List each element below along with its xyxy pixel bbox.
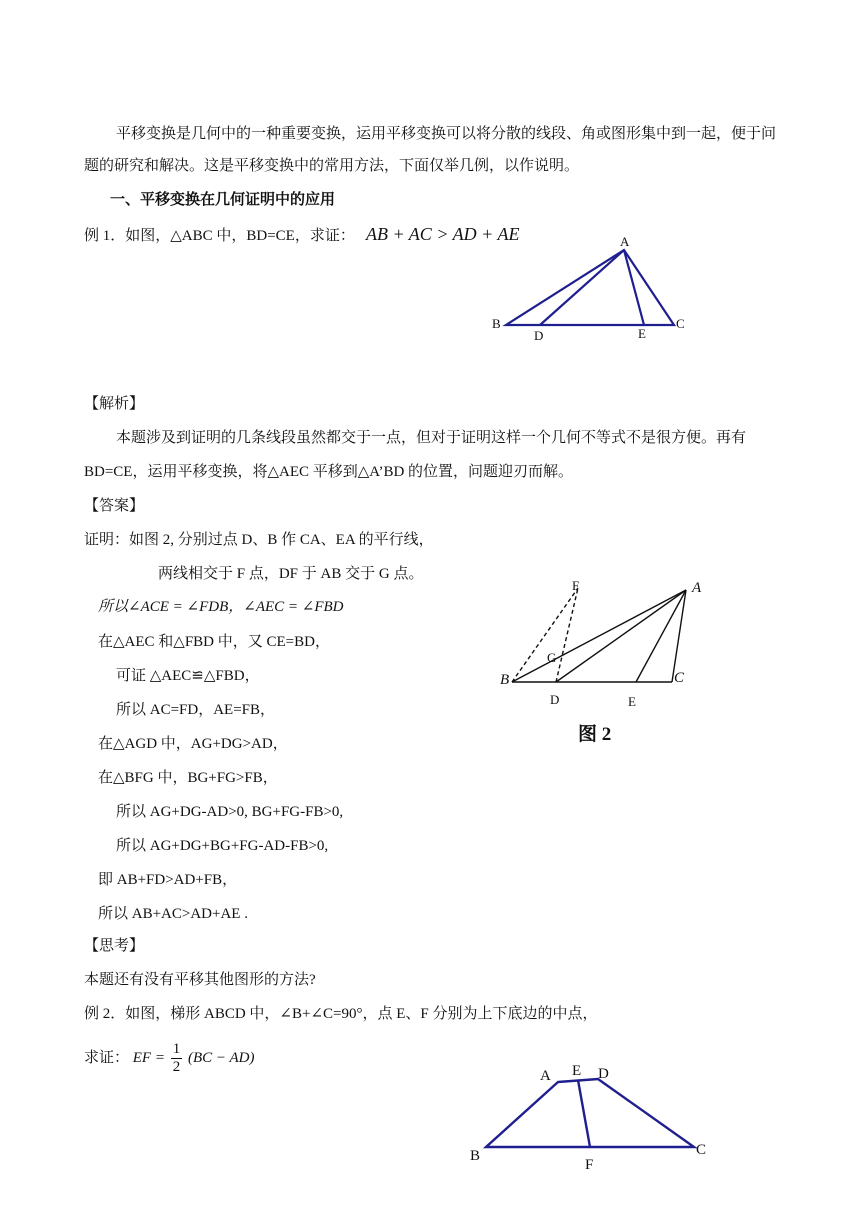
figure2-caption: 图 2 xyxy=(578,724,612,745)
trapezoid-abcd xyxy=(486,1079,694,1147)
segment-ad xyxy=(556,590,686,682)
label-g: G xyxy=(547,650,557,665)
label-c: C xyxy=(674,670,685,686)
analysis-line-1: 本题涉及到证明的几条线段虽然都交于一点，但对于证明这样一个几何不等式不是很方便。再有 xyxy=(116,430,747,446)
label-c: C xyxy=(676,316,685,331)
answer-line: 证明：如图 2, 分别过点 D、B 作 CA、EA 的平行线， xyxy=(84,532,434,548)
answer-line: 两线相交于 F 点，DF 于 AB 交于 G 点。 xyxy=(158,566,424,582)
figure3-trapezoid xyxy=(462,1058,722,1178)
label-f: F xyxy=(585,1157,594,1173)
fraction-numerator: 1 xyxy=(172,1041,181,1058)
formula-lhs: EF = xyxy=(132,1050,165,1066)
label-f: F xyxy=(572,578,580,593)
label-a: A xyxy=(540,1068,551,1084)
triangle-abc xyxy=(506,250,674,325)
reflection-line: 本题还有没有平移其他图形的方法? xyxy=(84,972,316,988)
section-heading: 一、平移变换在几何证明中的应用 xyxy=(110,192,336,208)
figure1-triangle xyxy=(480,228,700,348)
segment-ad xyxy=(540,250,624,325)
answer-line: 可证 △AEC≌△FBD， xyxy=(116,668,260,684)
segment-ef xyxy=(578,1080,590,1147)
answer-line: 所以 AB+AC>AD+AE . xyxy=(98,906,248,922)
figure2-diagram xyxy=(494,572,724,752)
example1-formula: AB + AC > AD + AE xyxy=(366,224,520,244)
label-b: B xyxy=(470,1148,481,1164)
segment-ae xyxy=(624,250,644,325)
label-b: B xyxy=(500,672,510,688)
intro-line-2: 题的研究和解决。这是平移变换中的常用方法，下面仅举几例，以作说明。 xyxy=(84,158,580,174)
intro-line-1: 平移变换是几何中的一种重要变换，运用平移变换可以将分散的线段、角或图形集中到一起，便于问 xyxy=(116,126,777,142)
answer-heading: 【答案】 xyxy=(84,498,145,514)
example2-formula xyxy=(84,1040,254,1076)
answer-line: 所以 AG+DG+BG+FG-AD-FB>0, xyxy=(116,838,329,854)
answer-line: 即 AB+FD>AD+FB， xyxy=(98,872,238,888)
fraction-denominator: 2 xyxy=(172,1059,181,1076)
segment-ab xyxy=(512,590,686,682)
label-e: E xyxy=(638,326,646,341)
answer-line: 在△BFG 中，BG+FG>FB， xyxy=(98,770,278,786)
fraction-half xyxy=(171,1041,183,1076)
segment-df-dashed xyxy=(556,588,578,682)
label-d: D xyxy=(534,328,544,343)
label-a: A xyxy=(620,234,630,249)
label-e: E xyxy=(628,694,636,709)
answer-line: 所以 AC=FD，AE=FB， xyxy=(116,702,276,718)
label-a: A xyxy=(692,580,702,596)
label-d: D xyxy=(598,1066,609,1082)
example1-prompt: 例 1．如图，△ABC 中，BD=CE，求证： xyxy=(84,228,355,244)
answer-line: 在△AGD 中，AG+DG>AD， xyxy=(98,736,288,752)
answer-line: 所以 AG+DG-AD>0, BG+FG-FB>0, xyxy=(116,804,344,820)
example2-prompt: 例 2．如图，梯形 ABCD 中，∠B+∠C=90°，点 E、F 分别为上下底边的中点， xyxy=(84,1006,598,1022)
proof-label: 求证： xyxy=(84,1050,130,1066)
analysis-heading: 【解析】 xyxy=(84,396,145,412)
label-b: B xyxy=(492,316,501,331)
answer-line: 所以∠ACE = ∠FDB，∠AEC = ∠FBD xyxy=(98,599,344,615)
answer-line: 在△AEC 和△FBD 中，又 CE=BD， xyxy=(98,634,330,650)
analysis-line-2: BD=CE，运用平移变换，将△AEC 平移到△A’BD 的位置，问题迎刃而解。 xyxy=(84,464,574,480)
segment-bf-dashed xyxy=(512,588,578,682)
label-d: D xyxy=(550,692,560,707)
reflection-heading: 【思考】 xyxy=(84,938,145,954)
label-c: C xyxy=(696,1142,707,1158)
label-e: E xyxy=(572,1063,582,1079)
formula-rhs: (BC − AD) xyxy=(187,1050,255,1066)
